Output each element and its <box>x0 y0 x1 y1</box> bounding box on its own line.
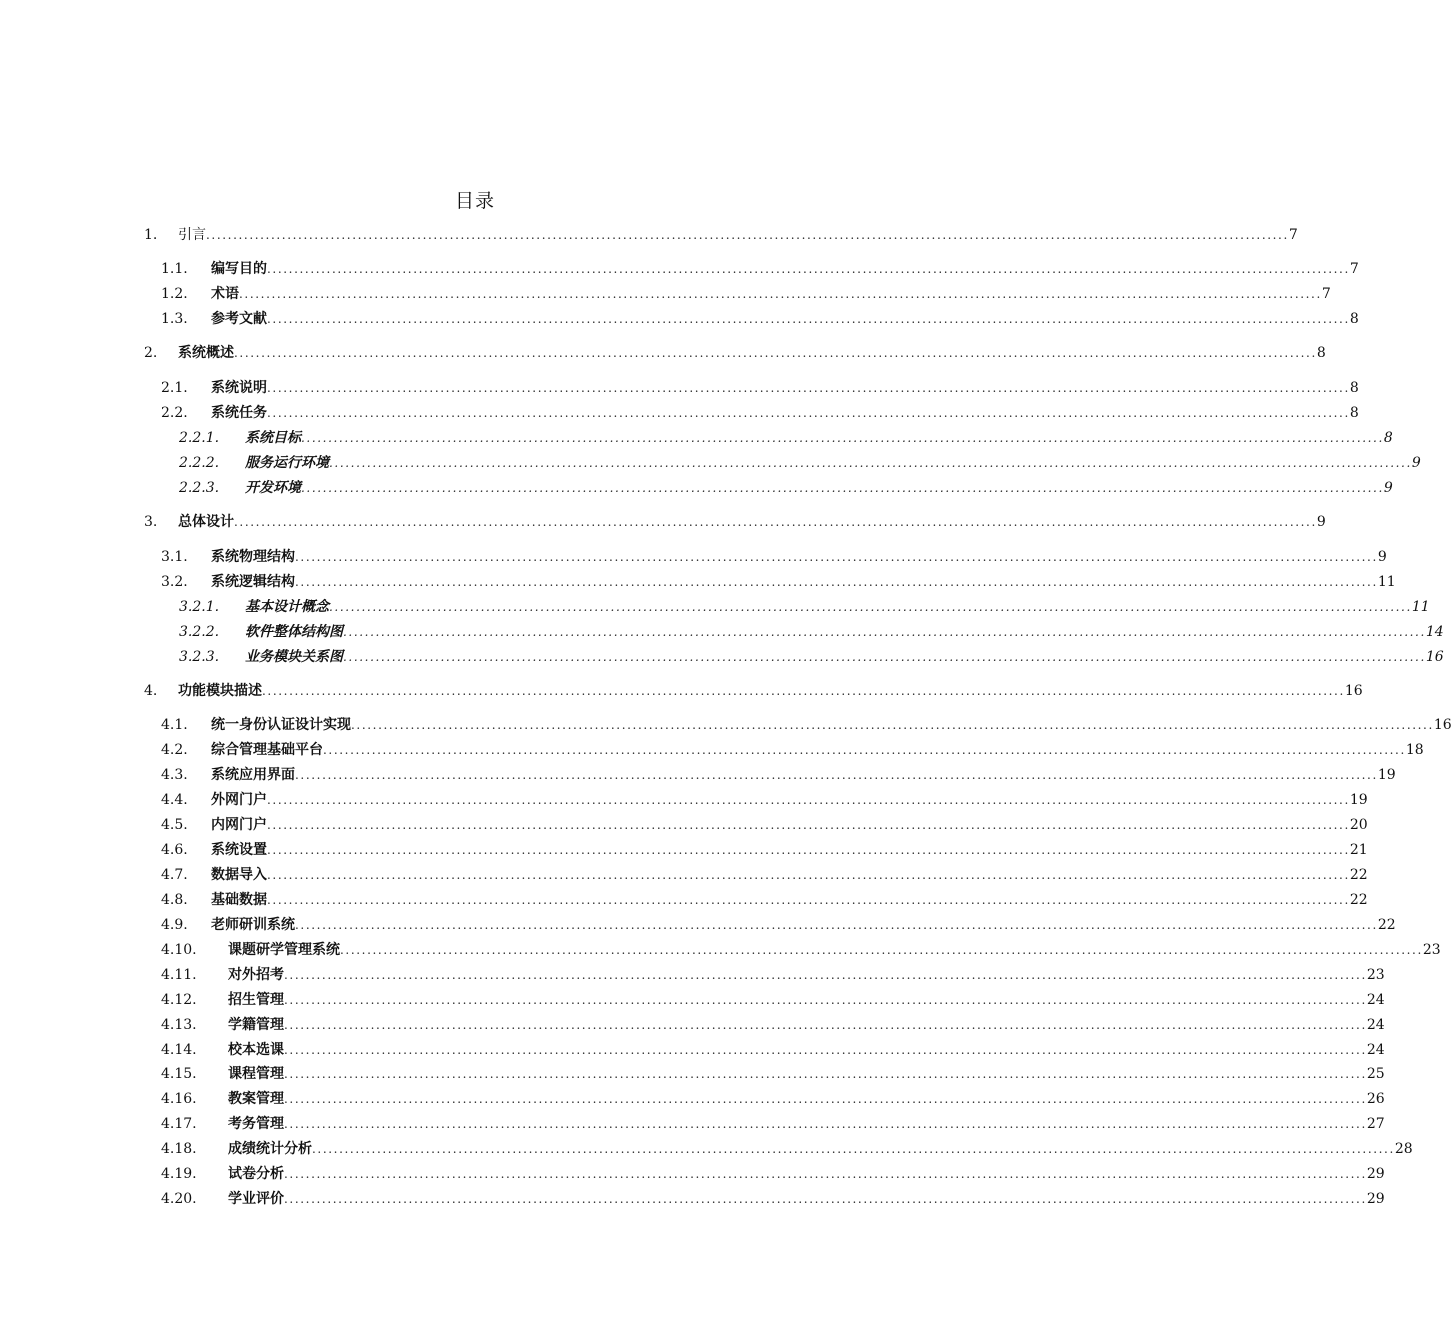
toc-entry-page: 9 <box>1377 549 1387 565</box>
toc-entry-title: 系统设置 <box>211 842 267 858</box>
dot-leader: ........................................................................................................................................................................................................ <box>267 843 1350 857</box>
toc-entry-title: 系统任务 <box>211 405 267 421</box>
toc-entry-number: 4.1. <box>161 717 188 733</box>
toc-entry-number: 3.2.2. <box>179 624 220 640</box>
toc-entry[interactable] <box>161 546 1387 568</box>
dot-leader: ........................................................................................................................................................................................................ <box>284 993 1367 1007</box>
toc-entry-number: 4.8. <box>161 892 188 908</box>
dot-leader: ........................................................................................................................................................................................................ <box>351 718 1434 732</box>
toc-entry-number: 4.4. <box>161 792 188 808</box>
toc-entry-number: 2.2.2. <box>179 455 220 471</box>
toc-entry-number: 3.2.3. <box>179 649 220 665</box>
dot-leader: ........................................................................................................................................................................................................ <box>284 1043 1367 1057</box>
toc-entry[interactable] <box>161 1163 1385 1185</box>
toc-entry-title: 软件整体结构图 <box>245 624 343 640</box>
toc-entry-page: 7 <box>1321 286 1331 302</box>
toc-entry[interactable] <box>161 571 1396 593</box>
toc-entry-number: 3.2.1. <box>179 599 220 615</box>
toc-entry-title: 内网门户 <box>211 817 267 833</box>
toc-entry[interactable] <box>161 789 1368 811</box>
dot-leader: ........................................................................................................................................................................................................ <box>234 346 1317 360</box>
toc-entry-page: 7 <box>1349 261 1359 277</box>
toc-entry[interactable] <box>144 342 1326 364</box>
toc-entry-title: 学业评价 <box>228 1191 284 1207</box>
toc-entry-number: 4.14. <box>161 1042 197 1058</box>
dot-leader: ........................................................................................................................................................................................................ <box>301 481 1384 495</box>
toc-entry-title: 外网门户 <box>211 792 267 808</box>
toc-entry-title: 数据导入 <box>211 867 267 883</box>
toc-entry-title: 学籍管理 <box>228 1017 284 1033</box>
toc-entry[interactable] <box>161 308 1359 330</box>
dot-leader: ........................................................................................................................................................................................................ <box>284 1167 1367 1181</box>
toc-entry-title: 对外招考 <box>228 967 284 983</box>
toc-entry[interactable] <box>161 989 1385 1011</box>
dot-leader: ........................................................................................................................................................................................................ <box>262 684 1345 698</box>
toc-entry-page: 8 <box>1349 405 1359 421</box>
toc-entry-title: 开发环境 <box>245 480 301 496</box>
toc-entry-title: 系统概述 <box>178 345 234 361</box>
dot-leader: ........................................................................................................................................................................................................ <box>340 943 1423 957</box>
toc-entry-number: 1. <box>144 227 158 243</box>
toc-entry-page: 22 <box>1349 892 1368 908</box>
toc-entry[interactable] <box>161 839 1368 861</box>
toc-entry-title: 功能模块描述 <box>178 683 262 699</box>
dot-leader: ........................................................................................................................................................................................................ <box>295 768 1378 782</box>
toc-entry-number: 1.2. <box>161 286 188 302</box>
toc-entry[interactable] <box>161 764 1396 786</box>
toc-entry[interactable] <box>179 452 1421 474</box>
dot-leader: ........................................................................................................................................................................................................ <box>284 1192 1367 1206</box>
dot-leader: ........................................................................................................................................................................................................ <box>284 1092 1367 1106</box>
toc-entry-page: 16 <box>1425 649 1444 665</box>
toc-entry-page: 24 <box>1366 992 1385 1008</box>
toc-entry[interactable] <box>161 402 1359 424</box>
toc-entry-title: 统一身份认证设计实现 <box>211 717 351 733</box>
toc-entry-title: 校本选课 <box>228 1042 284 1058</box>
dot-leader: ........................................................................................................................................................................................................ <box>267 893 1350 907</box>
toc-entry-number: 1.1. <box>161 261 188 277</box>
toc-entry-page: 26 <box>1366 1091 1385 1107</box>
toc-entry[interactable] <box>161 739 1424 761</box>
toc-entry-page: 11 <box>1411 599 1430 615</box>
toc-entry-number: 4.16. <box>161 1091 197 1107</box>
toc-entry-title: 引言 <box>178 227 206 243</box>
toc-entry-title: 系统应用界面 <box>211 767 295 783</box>
toc-entry-number: 4.3. <box>161 767 188 783</box>
toc-entry-number: 4.20. <box>161 1191 197 1207</box>
toc-entry-number: 4.17. <box>161 1116 197 1132</box>
toc-entry-page: 19 <box>1349 792 1368 808</box>
toc-entry[interactable] <box>161 258 1359 280</box>
toc-entry-title: 课题研学管理系统 <box>228 942 340 958</box>
toc-entry-page: 22 <box>1349 867 1368 883</box>
toc-entry[interactable] <box>179 621 1444 643</box>
toc-entry-page: 23 <box>1422 942 1441 958</box>
toc-entry-number: 4.15. <box>161 1066 197 1082</box>
toc-entry[interactable] <box>144 680 1363 702</box>
toc-entry-page: 27 <box>1366 1116 1385 1132</box>
toc-entry-number: 4.7. <box>161 867 188 883</box>
toc-entry-title: 基本设计概念 <box>245 599 329 615</box>
dot-leader: ........................................................................................................................................................................................................ <box>295 918 1378 932</box>
toc-entry-title: 教案管理 <box>228 1091 284 1107</box>
dot-leader: ........................................................................................................................................................................................................ <box>329 456 1412 470</box>
toc-entry-number: 4.6. <box>161 842 188 858</box>
toc-entry-page: 9 <box>1316 514 1326 530</box>
toc-entry-page: 11 <box>1377 574 1396 590</box>
dot-leader: ........................................................................................................................................................................................................ <box>301 431 1384 445</box>
toc-entry-page: 21 <box>1349 842 1368 858</box>
toc-entry-number: 4.9. <box>161 917 188 933</box>
toc-entry-title: 试卷分析 <box>228 1166 284 1182</box>
dot-leader: ........................................................................................................................................................................................................ <box>312 1142 1395 1156</box>
dot-leader: ........................................................................................................................................................................................................ <box>234 515 1317 529</box>
toc-entry[interactable] <box>161 814 1368 836</box>
toc-entry-page: 8 <box>1316 345 1326 361</box>
toc-entry-title: 术语 <box>211 286 239 302</box>
toc-entry-number: 4. <box>144 683 158 699</box>
toc-entry-page: 9 <box>1411 455 1421 471</box>
dot-leader: ........................................................................................................................................................................................................ <box>284 1117 1367 1131</box>
toc-entry[interactable] <box>161 283 1331 305</box>
toc-entry-page: 7 <box>1288 227 1298 243</box>
toc-entry[interactable] <box>179 646 1444 668</box>
toc-entry-number: 4.18. <box>161 1141 197 1157</box>
toc-entry-title: 考务管理 <box>228 1116 284 1132</box>
toc-entry-page: 24 <box>1366 1017 1385 1033</box>
toc-entry[interactable] <box>161 1063 1385 1085</box>
toc-entry[interactable] <box>161 914 1396 936</box>
toc-entry-title: 系统物理结构 <box>211 549 295 565</box>
toc-entry[interactable] <box>144 224 1298 246</box>
toc-entry-number: 2.2. <box>161 405 188 421</box>
toc-entry-number: 3. <box>144 514 158 530</box>
toc-entry-number: 3.2. <box>161 574 188 590</box>
dot-leader: ........................................................................................................................................................................................................ <box>267 793 1350 807</box>
toc-entry-page: 29 <box>1366 1166 1385 1182</box>
dot-leader: ........................................................................................................................................................................................................ <box>267 312 1350 326</box>
toc-entry[interactable] <box>144 511 1326 533</box>
dot-leader: ........................................................................................................................................................................................................ <box>267 868 1350 882</box>
toc-entry-number: 4.10. <box>161 942 197 958</box>
toc-entry[interactable] <box>161 714 1452 736</box>
toc-entry-title: 编写目的 <box>211 261 267 277</box>
toc-entry-page: 24 <box>1366 1042 1385 1058</box>
toc-entry-number: 2.2.1. <box>179 430 220 446</box>
toc-entry[interactable] <box>161 1039 1385 1061</box>
toc-entry-number: 4.13. <box>161 1017 197 1033</box>
dot-leader: ........................................................................................................................................................................................................ <box>284 1018 1367 1032</box>
toc-entry-title: 服务运行环境 <box>245 455 329 471</box>
toc-entry-page: 9 <box>1383 480 1393 496</box>
toc-entry-page: 18 <box>1405 742 1424 758</box>
toc-entry-page: 16 <box>1344 683 1363 699</box>
dot-leader: ........................................................................................................................................................................................................ <box>329 600 1412 614</box>
toc-entry-title: 系统逻辑结构 <box>211 574 295 590</box>
toc-entry[interactable] <box>179 427 1393 449</box>
toc-entry-page: 14 <box>1425 624 1444 640</box>
dot-leader: ........................................................................................................................................................................................................ <box>343 650 1426 664</box>
dot-leader: ........................................................................................................................................................................................................ <box>295 550 1378 564</box>
toc-entry[interactable] <box>161 864 1368 886</box>
toc-entry-page: 22 <box>1377 917 1396 933</box>
toc-entry-number: 1.3. <box>161 311 188 327</box>
toc-entry-title: 参考文献 <box>211 311 267 327</box>
toc-entry[interactable] <box>161 939 1441 961</box>
toc-entry-title: 综合管理基础平台 <box>211 742 323 758</box>
toc-entry[interactable] <box>161 1188 1385 1210</box>
toc-title: 目录 <box>454 190 495 212</box>
dot-leader: ........................................................................................................................................................................................................ <box>284 968 1367 982</box>
toc-entry-number: 2. <box>144 345 158 361</box>
dot-leader: ........................................................................................................................................................................................................ <box>323 743 1406 757</box>
toc-entry-number: 2.2.3. <box>179 480 220 496</box>
toc-entry-page: 19 <box>1377 767 1396 783</box>
toc-entry-title: 成绩统计分析 <box>228 1141 312 1157</box>
toc-entry-title: 课程管理 <box>228 1066 284 1082</box>
dot-leader: ........................................................................................................................................................................................................ <box>206 228 1289 242</box>
toc-entry[interactable] <box>179 477 1393 499</box>
dot-leader: ........................................................................................................................................................................................................ <box>267 381 1350 395</box>
toc-entry-number: 4.2. <box>161 742 188 758</box>
dot-leader: ........................................................................................................................................................................................................ <box>267 818 1350 832</box>
toc-entry-title: 招生管理 <box>228 992 284 1008</box>
dot-leader: ........................................................................................................................................................................................................ <box>295 575 1378 589</box>
dot-leader: ........................................................................................................................................................................................................ <box>239 287 1322 301</box>
toc-entry-number: 4.5. <box>161 817 188 833</box>
toc-entry-page: 8 <box>1349 380 1359 396</box>
toc-entry-number: 4.12. <box>161 992 197 1008</box>
toc-entry[interactable] <box>161 1014 1385 1036</box>
toc-entry[interactable] <box>161 1138 1413 1160</box>
toc-entry-number: 4.11. <box>161 967 197 983</box>
toc-entry[interactable] <box>179 596 1430 618</box>
toc-entry-page: 8 <box>1349 311 1359 327</box>
toc-entry-page: 20 <box>1349 817 1368 833</box>
toc-entry-page: 29 <box>1366 1191 1385 1207</box>
toc-entry-title: 老师研训系统 <box>211 917 295 933</box>
toc-entry-number: 2.1. <box>161 380 188 396</box>
dot-leader: ........................................................................................................................................................................................................ <box>343 625 1426 639</box>
toc-entry[interactable] <box>161 377 1359 399</box>
dot-leader: ........................................................................................................................................................................................................ <box>267 406 1350 420</box>
toc-entry-number: 3.1. <box>161 549 188 565</box>
toc-entry-page: 16 <box>1433 717 1452 733</box>
toc-entry[interactable] <box>161 1113 1385 1135</box>
toc-entry-page: 28 <box>1394 1141 1413 1157</box>
toc-entry-title: 总体设计 <box>178 514 234 530</box>
toc-entry-title: 业务模块关系图 <box>245 649 343 665</box>
toc-entry[interactable] <box>161 1088 1385 1110</box>
toc-entry-title: 系统目标 <box>245 430 301 446</box>
dot-leader: ........................................................................................................................................................................................................ <box>267 262 1350 276</box>
dot-leader: ........................................................................................................................................................................................................ <box>284 1067 1367 1081</box>
toc-entry[interactable] <box>161 889 1368 911</box>
toc-entry-title: 基础数据 <box>211 892 267 908</box>
toc-entry-title: 系统说明 <box>211 380 267 396</box>
toc-entry-page: 8 <box>1383 430 1393 446</box>
toc-entry[interactable] <box>161 964 1385 986</box>
toc-entry-page: 23 <box>1366 967 1385 983</box>
toc-entry-number: 4.19. <box>161 1166 197 1182</box>
toc-entry-page: 25 <box>1366 1066 1385 1082</box>
